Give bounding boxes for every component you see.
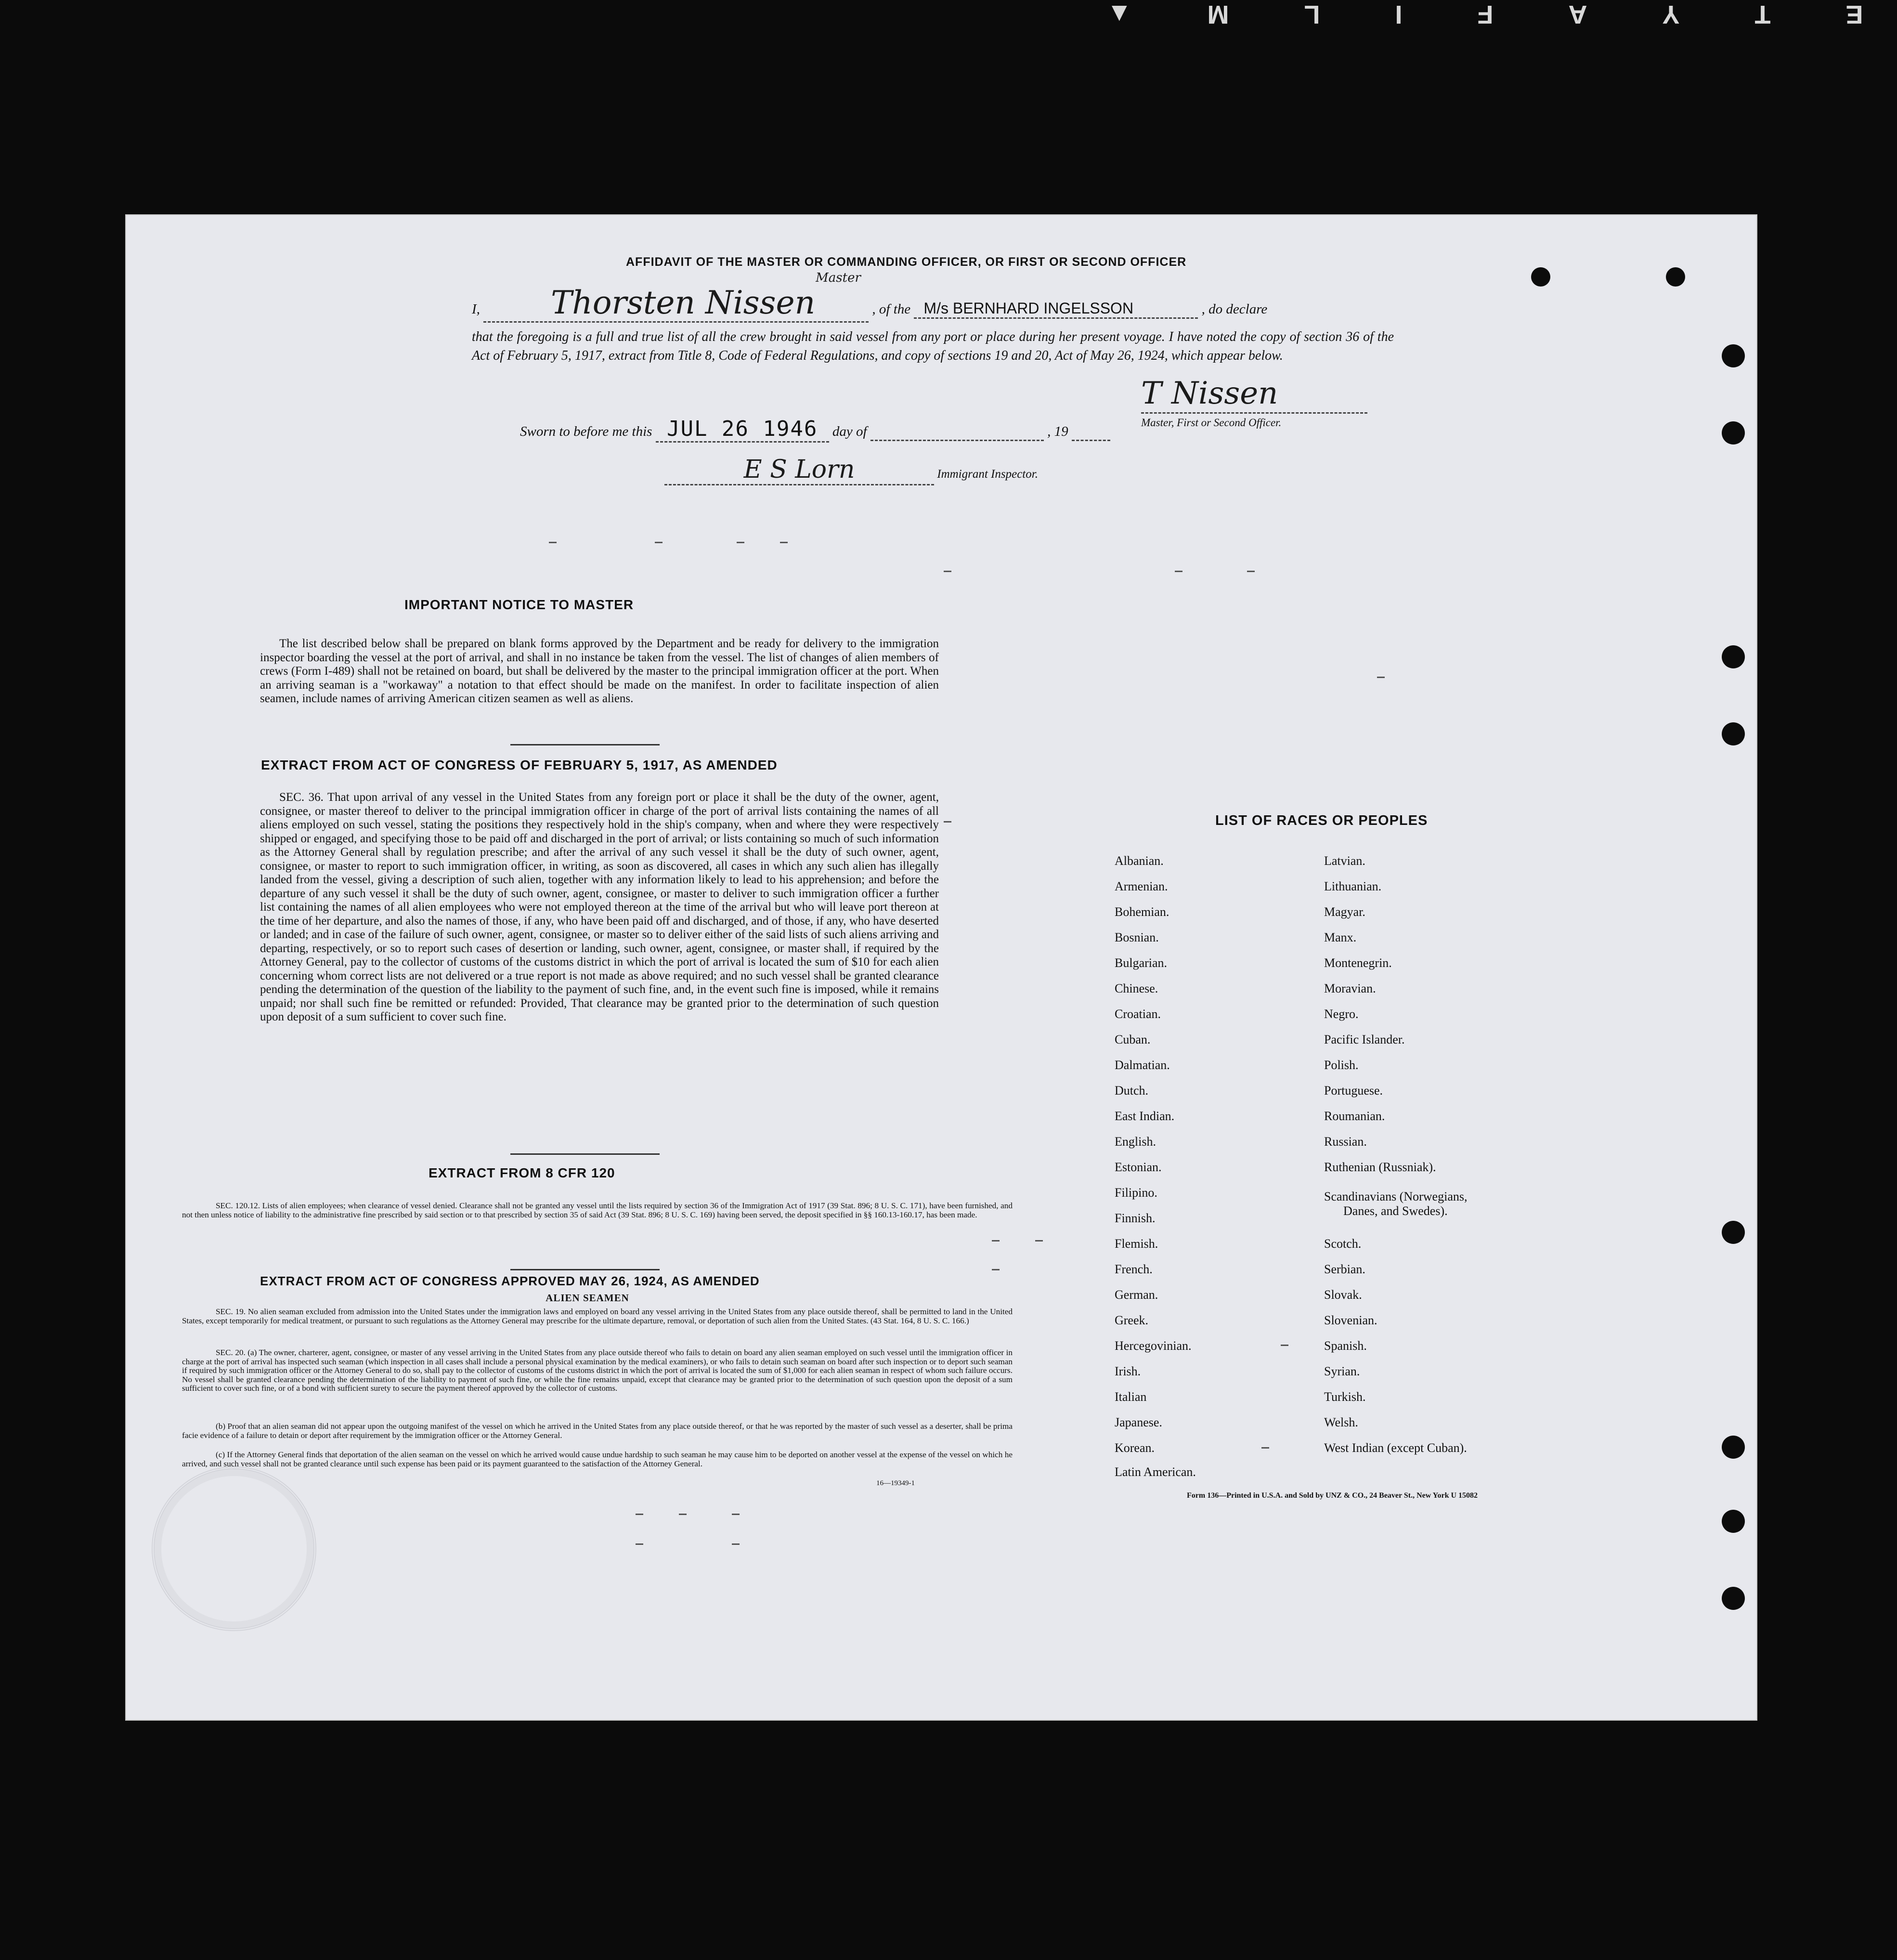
bleed-mark bbox=[636, 1543, 643, 1545]
film-edge-letter: A bbox=[1565, 0, 1587, 29]
race-item: Polish. bbox=[1324, 1058, 1359, 1072]
sworn-label: Sworn to before me this bbox=[520, 424, 652, 439]
signer-name-field bbox=[483, 271, 869, 323]
film-edge-letter: F bbox=[1474, 0, 1494, 29]
notice-body: The list described below shall be prepared on blank forms approved by the Department and be ready for delivery to the immigration inspector boarding the vessel at the port of arrival, and shall in no instance be taken from the vessel. The list of changes of alien members of crews (Form I-489) shall not be retained on board, but shall be delivered by the master to the principal immigration officer at the port. When an arriving seaman is a "workaway" a notation to that effect should be made on the manifest. In order to facilitate inspection of alien seamen, include names of arriving American citizen seamen as well as aliens. bbox=[260, 637, 939, 705]
race-item: Portuguese. bbox=[1324, 1084, 1383, 1098]
race-item: Bohemian. bbox=[1115, 905, 1169, 919]
bleed-mark bbox=[1035, 1240, 1043, 1241]
day-of-label: day of bbox=[832, 424, 867, 439]
form-footer: Form 136—Printed in U.S.A. and Sold by UNZ & CO., 24 Beaver St., New York U 15082 bbox=[1187, 1491, 1478, 1500]
vessel-name: M/s BERNHARD INGELSSON bbox=[923, 300, 1134, 317]
bleed-mark bbox=[992, 1240, 1000, 1241]
master-signature-block bbox=[1088, 376, 1367, 429]
month-field bbox=[871, 424, 1044, 441]
inspector-signature: E S Lorn bbox=[743, 455, 855, 484]
race-item: Albanian. bbox=[1115, 854, 1164, 868]
race-item: Irish. bbox=[1115, 1364, 1141, 1378]
race-item: German. bbox=[1115, 1288, 1158, 1302]
bleed-mark bbox=[944, 571, 951, 572]
form-code: 16—19349-1 bbox=[876, 1479, 915, 1487]
race-item: Filipino. bbox=[1115, 1186, 1157, 1200]
race-item: Cuban. bbox=[1115, 1032, 1151, 1046]
race-item: Roumanian. bbox=[1324, 1109, 1385, 1123]
notice-title: IMPORTANT NOTICE TO MASTER bbox=[404, 597, 634, 612]
embossed-seal bbox=[152, 1466, 316, 1631]
bleed-mark bbox=[549, 542, 557, 543]
affidavit-body: that the foregoing is a full and true list of all the crew brought in said vessel from any port or place during her present voyage. I have noted the copy of section 36 of the Act of February 5, 1917, extract from Title 8, Code of Federal Regulations, and copy of sections 19 and 20, Act of May 26, 1924, which appear below. bbox=[472, 329, 1394, 363]
film-edge-markings bbox=[1104, 0, 1863, 29]
inspector-caption: Immigrant Inspector. bbox=[937, 468, 1038, 481]
extract-1924-title: EXTRACT FROM ACT OF CONGRESS APPROVED MAY 26, 1924, AS AMENDED bbox=[260, 1274, 760, 1288]
sworn-date-stamp: JUL 26 1946 bbox=[666, 417, 818, 441]
film-edge-letter: E bbox=[1843, 0, 1863, 29]
signer-role-note: Master bbox=[816, 271, 861, 285]
race-item: Slovak. bbox=[1324, 1288, 1362, 1302]
race-item: Dutch. bbox=[1115, 1084, 1149, 1098]
film-edge-letter: ▲ bbox=[1104, 0, 1132, 29]
inspector-signature-field bbox=[664, 455, 934, 485]
extract-1924-sec19: SEC. 19. No alien seaman excluded from admission into the United States under the immigration laws and employed on board any vessel arriving in the United States from any place outside thereof, shall be permitted to land in the United States, except temporarily for medical treatment, or pursuant to such regulations as the Attorney General may prescribe for the ultimate departure, removal, or deportation of such alien from the United States. (43 Stat. 164, 8 U. S. C. 166.) bbox=[182, 1307, 1013, 1325]
bleed-mark bbox=[737, 542, 744, 543]
extract-cfr-body: SEC. 120.12. Lists of alien employees; when clearance of vessel denied. Clearance shall not be granted any vessel until the lists required by section 36 of the Immigration Act of 1917 (39 Stat. 896; 8 U. S. C. 171), have been furnished, and not then unless notice of liability to the administrative fine prescribed by said section or to that prescribed by section 35 of said Act (39 Stat. 896; 8 U. S. C. 169) having been served, the deposit specified in §§ 160.13-160.17, has been made. bbox=[182, 1201, 1013, 1219]
extract-1917-title: EXTRACT FROM ACT OF CONGRESS OF FEBRUARY 5, 1917, AS AMENDED bbox=[261, 758, 778, 772]
race-item: Latvian. bbox=[1324, 854, 1365, 868]
sworn-line bbox=[520, 417, 1110, 443]
do-declare-label: , do declare bbox=[1201, 301, 1268, 317]
film-edge-letter: T bbox=[1752, 0, 1771, 29]
race-item: Japanese. bbox=[1115, 1415, 1162, 1429]
rule bbox=[510, 1269, 660, 1270]
year-field bbox=[1072, 424, 1110, 441]
race-item: Dalmatian. bbox=[1115, 1058, 1170, 1072]
punch-hole bbox=[1722, 1436, 1745, 1459]
bleed-mark bbox=[732, 1514, 740, 1515]
race-item: Welsh. bbox=[1324, 1415, 1358, 1429]
bleed-mark bbox=[1377, 677, 1385, 678]
race-item: Danes, and Swedes). bbox=[1343, 1204, 1448, 1218]
race-item: Scandinavians (Norwegians, bbox=[1324, 1189, 1468, 1203]
race-item: Spanish. bbox=[1324, 1339, 1367, 1353]
inspector-line bbox=[664, 455, 1038, 485]
race-item: Turkish. bbox=[1324, 1390, 1366, 1404]
race-item: West Indian (except Cuban). bbox=[1324, 1441, 1467, 1455]
film-edge-letter: Y bbox=[1659, 0, 1680, 29]
race-item: Bulgarian. bbox=[1115, 956, 1168, 970]
extract-1917-body: SEC. 36. That upon arrival of any vessel in the United States from any foreign port or place it shall be the duty of the owner, agent, consignee, or master thereof to deliver to the principal immigration officer in charge of the port of arrival lists containing the names of all aliens employed on such vessel, stating the positions they respectively hold in the ship's company, when and where they were respectively shipped or engaged, and specifying those to be paid off and discharged in the port of arrival; or lists containing so much of such information as the Attorney General shall by regulation prescribe; and after the arrival of any such vessel it shall be the duty of such owner, agent, consignee, or master to report to such immigration officer, in writing, as soon as discovered, all cases in which any such alien has illegally landed from the vessel, giving a description of such alien, together with any information likely to lead to his apprehension; and before the departure of any such vessel it shall be the duty of such owner, agent, consignee, or master to deliver to such immigration officer a further list containing the names of all alien employees who were not employed thereon at the time of the arrival but who will leave port thereon at the time of her departure, and also the names of those, if any, who have been paid off and discharged, and of those, if any, who have deserted or landed; and in case of the failure of such owner, agent, consignee, or master so to deliver either of the said lists of such aliens arriving and departing, respectively, or so to report such cases of desertion or landing, such owner, agent, consignee, or master shall, if required by the Attorney General, pay to the collector of customs of the customs district in which the port of arrival is located the sum of $10 for each alien concerning whom correct lists are not delivered or a true report is not made as above required; and no such vessel shall be granted clearance pending the determination of the question of the liability to the payment of such fine, and, in the event such fine is imposed, while it remains unpaid; nor shall such fine be remitted or refunded: Provided, That clearance may be granted prior to the determination of such question upon deposit of a sum sufficient to cover such fine. bbox=[260, 791, 939, 1023]
race-item: French. bbox=[1115, 1262, 1153, 1276]
race-item: Greek. bbox=[1115, 1313, 1149, 1327]
race-item: Korean. bbox=[1115, 1441, 1155, 1455]
punch-hole bbox=[1722, 344, 1745, 367]
bleed-mark bbox=[1261, 1447, 1269, 1449]
race-item: Scotch. bbox=[1324, 1237, 1362, 1251]
race-item: Italian bbox=[1115, 1390, 1147, 1404]
race-item: Lithuanian. bbox=[1324, 879, 1382, 893]
punch-hole bbox=[1722, 722, 1745, 745]
extract-1924-sec20a: SEC. 20. (a) The owner, charterer, agent, consignee, or master of any vessel arriving in the United States from any place outside thereof who fails to detain on board any alien seaman employed on such vessel until the immigration officer in charge at the port of arrival has inspected such seaman (which inspection in all cases shall include a personal physical examination by the medical examiners), or who fails to detain such seaman on board after such inspection or to deport such seaman if required by such immigration officer or the Attorney General to do so, shall pay to the collector of customs of the customs district in which the port of arrival is located the sum of $1,000 for each alien seaman in respect of whom such failure occurs. No vessel shall be granted clearance pending the determination of the liability to payment of such fine, or while the fine remains unpaid, except that clearance may be granted prior to the determination of such question upon the deposit of a sum sufficient to cover such fine, or of a bond with sufficient surety to secure the payment thereof approved by the collector of customs. bbox=[182, 1348, 1013, 1393]
bleed-mark bbox=[1281, 1345, 1288, 1346]
race-item: East Indian. bbox=[1115, 1109, 1175, 1123]
race-item: Finnish. bbox=[1115, 1211, 1156, 1225]
punch-hole bbox=[1666, 267, 1685, 287]
races-title: LIST OF RACES OR PEOPLES bbox=[1215, 813, 1428, 828]
of-the-label: , of the bbox=[872, 301, 911, 317]
year-prefix: , 19 bbox=[1047, 424, 1068, 439]
race-item: Latin American. bbox=[1115, 1465, 1196, 1479]
master-signature-caption bbox=[1141, 417, 1367, 429]
extract-1924-subtitle: ALIEN SEAMEN bbox=[546, 1292, 629, 1304]
race-item: Montenegrin. bbox=[1324, 956, 1392, 970]
race-item: Armenian. bbox=[1115, 879, 1168, 893]
bleed-mark bbox=[992, 1269, 1000, 1270]
film-edge-letter: I bbox=[1392, 0, 1403, 29]
race-item: Chinese. bbox=[1115, 981, 1158, 995]
race-item: Estonian. bbox=[1115, 1160, 1162, 1174]
signer-name-handwriting: Thorsten Nissen bbox=[551, 284, 816, 321]
affidavit-declaration-line bbox=[472, 271, 1517, 323]
punch-hole bbox=[1722, 1221, 1745, 1244]
punch-hole bbox=[1722, 645, 1745, 668]
race-item: Magyar. bbox=[1324, 905, 1365, 919]
race-item: Bosnian. bbox=[1115, 930, 1159, 944]
affidavit-title: AFFIDAVIT OF THE MASTER OR COMMANDING OFFICER, OR FIRST OR SECOND OFFICER bbox=[626, 255, 1187, 269]
race-item: Manx. bbox=[1324, 930, 1357, 944]
document-sheet bbox=[125, 214, 1757, 1721]
bleed-mark bbox=[636, 1514, 643, 1515]
bleed-mark bbox=[655, 542, 663, 543]
film-edge-letter: M bbox=[1204, 0, 1229, 29]
bleed-mark bbox=[732, 1543, 740, 1545]
race-item: Serbian. bbox=[1324, 1262, 1365, 1276]
race-item: Flemish. bbox=[1115, 1237, 1158, 1251]
punch-hole bbox=[1722, 1587, 1745, 1610]
rule bbox=[510, 1153, 660, 1155]
bleed-mark bbox=[679, 1514, 687, 1515]
punch-hole bbox=[1722, 421, 1745, 444]
extract-1924-sec20b: (b) Proof that an alien seaman did not appear upon the outgoing manifest of the vessel on which he arrived in the United States from any place outside thereof, or that he was reported by the master of such vessel as a deserter, shall be prima facie evidence of a failure to detain or deport after requirement by the immigration officer or the Attorney General. bbox=[182, 1422, 1013, 1440]
punch-hole bbox=[1531, 267, 1550, 287]
race-item: Syrian. bbox=[1324, 1364, 1360, 1378]
bleed-mark bbox=[944, 821, 951, 823]
master-signature: T Nissen bbox=[1141, 376, 1367, 414]
i-label: I, bbox=[472, 301, 480, 317]
master-caption-text: Master, First or Second Officer. bbox=[1141, 417, 1282, 429]
vessel-field bbox=[914, 300, 1198, 319]
race-item: Russian. bbox=[1324, 1135, 1367, 1149]
race-item: English. bbox=[1115, 1135, 1156, 1149]
race-item: Croatian. bbox=[1115, 1007, 1161, 1021]
bleed-mark bbox=[780, 542, 788, 543]
extract-cfr-title: EXTRACT FROM 8 CFR 120 bbox=[429, 1165, 615, 1180]
race-item: Moravian. bbox=[1324, 981, 1376, 995]
extract-1924-sec20c: (c) If the Attorney General finds that deportation of the alien seaman on the vessel on which he arrived would cause undue hardship to such seaman he may cause him to be deported on another vessel at the expense of the vessel on which he arrived, and such vessel shall not be granted clearance until such expense has been paid or its payment guaranteed to the satisfaction of the Attorney General. bbox=[182, 1450, 1013, 1468]
race-item: Pacific Islander. bbox=[1324, 1032, 1405, 1046]
punch-hole bbox=[1722, 1510, 1745, 1533]
race-item: Ruthenian (Russniak). bbox=[1324, 1160, 1436, 1174]
bleed-mark bbox=[1175, 571, 1182, 572]
bleed-mark bbox=[1247, 571, 1255, 572]
sworn-date-field bbox=[656, 417, 829, 443]
race-item: Hercegovinian. bbox=[1115, 1339, 1192, 1353]
race-item: Negro. bbox=[1324, 1007, 1359, 1021]
race-item: Slovenian. bbox=[1324, 1313, 1377, 1327]
film-edge-letter: L bbox=[1301, 0, 1320, 29]
rule bbox=[510, 744, 660, 745]
